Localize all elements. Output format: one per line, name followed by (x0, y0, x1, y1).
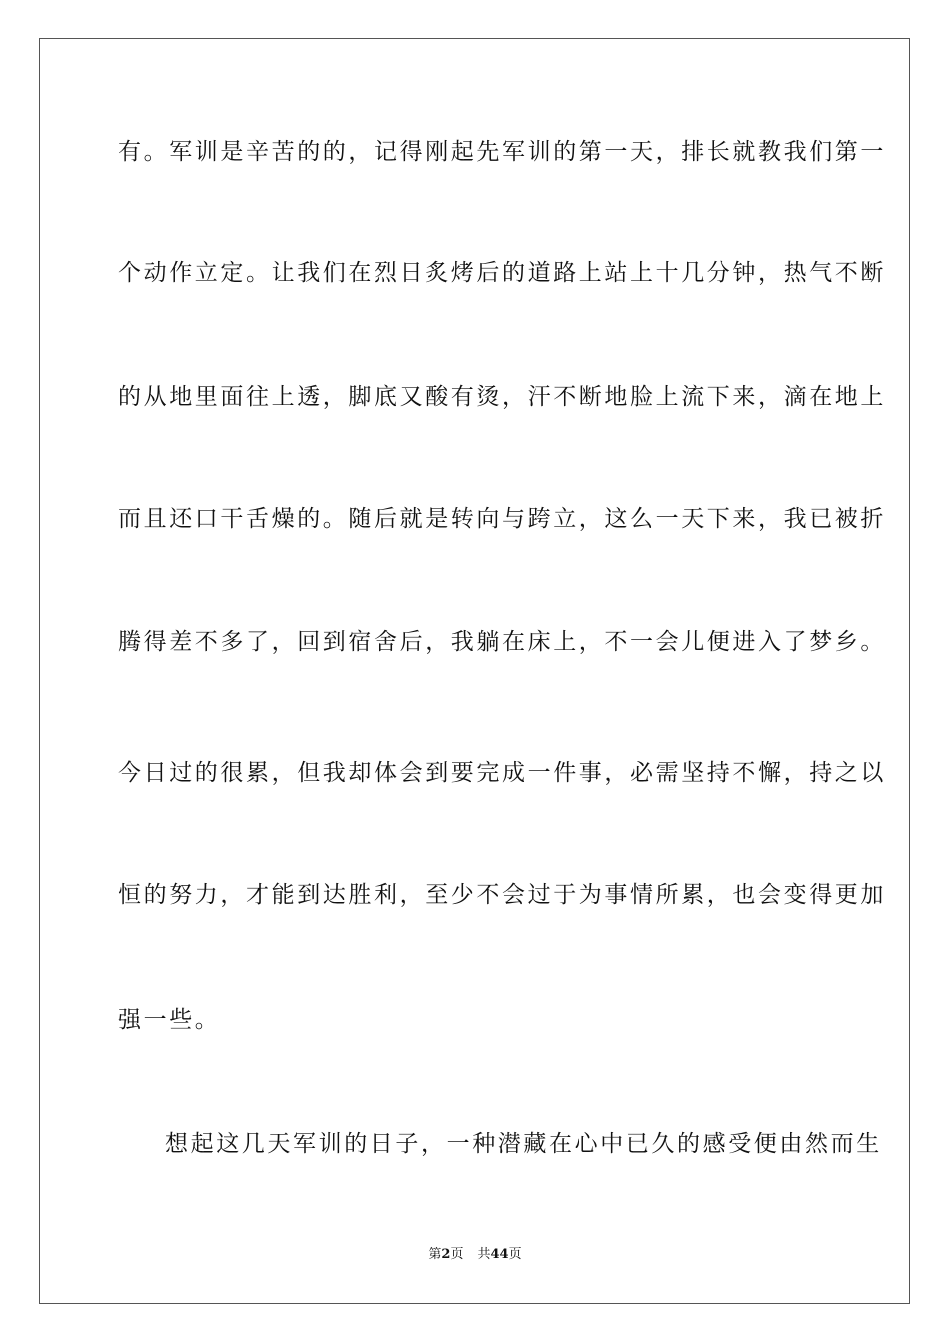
body-line-5: 腾得差不多了，回到宿舍后，我躺在床上，不一会儿便进入了梦乡。 (118, 629, 886, 655)
total-prefix: 共 (477, 1247, 491, 1262)
page-border (39, 38, 910, 1304)
page-suffix: 页 (450, 1247, 464, 1262)
page-number: 2 (441, 1247, 451, 1262)
page-footer (0, 1246, 950, 1264)
body-line-2: 个动作立定。让我们在烈日炙烤后的道路上站上十几分钟，热气不断 (118, 260, 886, 286)
page-prefix: 第 (428, 1247, 442, 1262)
total-pages: 44 (490, 1247, 509, 1262)
body-line-6: 今日过的很累，但我却体会到要完成一件事，必需坚持不懈，持之以 (118, 760, 886, 786)
body-line-1: 有。军训是辛苦的的，记得刚起先军训的第一天，排长就教我们第一 (118, 139, 886, 165)
total-suffix: 页 (508, 1247, 522, 1262)
body-line-3: 的从地里面往上透，脚底又酸有烫，汗不断地脸上流下来，滴在地上 (118, 384, 886, 410)
body-line-7: 恒的努力，才能到达胜利，至少不会过于为事情所累，也会变得更加 (118, 882, 886, 908)
paragraph-start-line: 想起这几天军训的日子，一种潜藏在心中已久的感受便由然而生 (165, 1131, 882, 1157)
body-line-8: 强一些。 (118, 1007, 221, 1033)
body-line-4: 而且还口干舌燥的。随后就是转向与跨立，这么一天下来，我已被折 (118, 506, 886, 532)
